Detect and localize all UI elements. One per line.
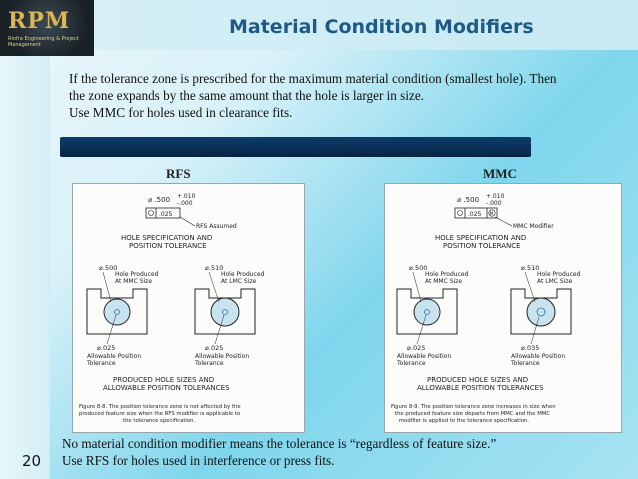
- right-tol: ⌀.035: [521, 344, 540, 352]
- hole-left: [414, 299, 440, 325]
- spec-title-line: POSITION TOLERANCE: [443, 242, 521, 250]
- tol-note: Tolerance: [511, 360, 540, 367]
- left-tol: ⌀.025: [407, 344, 426, 352]
- logo-subtitle: Rinfra Engineering & Project Management: [8, 36, 79, 48]
- modifier-note: RFS Assumed: [196, 223, 237, 230]
- sizes-title-line: PRODUCED HOLE SIZES AND: [113, 376, 215, 384]
- dim-plus: +.010: [177, 193, 196, 200]
- tol-note: Tolerance: [397, 360, 426, 367]
- dim-main: ⌀ .500: [457, 196, 480, 204]
- tol-note: Allowable Position: [397, 353, 452, 360]
- dim-plus: +.010: [486, 193, 505, 200]
- caption-line: Figure 8-9. The position tolerance zone increases in size when: [391, 404, 556, 410]
- fcf-tolerance: .025: [159, 211, 173, 218]
- divider-bar: [60, 137, 531, 157]
- page-number: 20: [22, 452, 42, 470]
- spec-title-line: HOLE SPECIFICATION AND: [435, 234, 527, 242]
- footer-line: Use RFS for holes used in interference or press fits.: [62, 453, 335, 468]
- left-note: Hole Produced: [115, 271, 159, 278]
- dim-minus: -.000: [177, 200, 193, 207]
- sizes-title-line: PRODUCED HOLE SIZES AND: [427, 376, 529, 384]
- modifier-note: MMC Modifier: [513, 223, 554, 230]
- tol-note: Allowable Position: [195, 353, 250, 360]
- rfs-figure-drawing: [73, 184, 304, 432]
- sizes-title-line: ALLOWABLE POSITION TOLERANCES: [103, 384, 230, 392]
- caption-line: Figure 8-8. The position tolerance zone is not affected by the: [79, 404, 241, 410]
- slide-title: Material Condition Modifiers: [229, 16, 534, 38]
- left-note: At MMC Size: [115, 278, 153, 285]
- left-note: Hole Produced: [425, 271, 469, 278]
- right-note: Hole Produced: [537, 271, 581, 278]
- hole-right: [527, 298, 555, 326]
- footer-text: [62, 435, 622, 469]
- right-note: At LMC Size: [537, 278, 573, 285]
- right-note: At LMC Size: [221, 278, 257, 285]
- footer-line: No material condition modifier means the tolerance is “regardless of feature size.”: [62, 436, 497, 451]
- spec-title-line: POSITION TOLERANCE: [129, 242, 207, 250]
- tol-note: Allowable Position: [87, 353, 142, 360]
- hole-right: [211, 298, 239, 326]
- mmc-label: MMC: [483, 166, 517, 181]
- fcf-tolerance: .025: [468, 211, 482, 218]
- rfs-label: RFS: [166, 166, 191, 181]
- position-symbol-icon: [149, 211, 154, 216]
- mmc-figure-drawing: [385, 184, 621, 432]
- caption-line: modifier is applied to the tolerance specification.: [399, 418, 529, 424]
- hole-left: [104, 299, 130, 325]
- tol-note: Allowable Position: [511, 353, 566, 360]
- dim-minus: -.000: [486, 200, 502, 207]
- left-size: ⌀.500: [409, 264, 428, 272]
- intro-line: If the tolerance zone is prescribed for the maximum material condition (smallest hole). Then: [69, 71, 557, 86]
- mmc-symbol-letter: M: [489, 212, 494, 217]
- sizes-title-line: ALLOWABLE POSITION TOLERANCES: [417, 384, 544, 392]
- right-note: Hole Produced: [221, 271, 265, 278]
- logo-text: RPM: [8, 8, 71, 34]
- logo: [0, 0, 94, 56]
- mmc-figure: [384, 183, 622, 433]
- rfs-figure: [72, 183, 305, 433]
- right-tol: ⌀.025: [205, 344, 224, 352]
- left-band: [0, 0, 50, 479]
- tol-note: Tolerance: [87, 360, 116, 367]
- spec-title-line: HOLE SPECIFICATION AND: [121, 234, 213, 242]
- caption-line: the tolerance specification.: [123, 418, 196, 424]
- intro-line: the zone expands by the same amount that the hole is larger in size.: [69, 88, 424, 103]
- intro-text: [69, 70, 609, 121]
- tol-note: Tolerance: [195, 360, 224, 367]
- right-size: ⌀.510: [521, 264, 540, 272]
- position-symbol-icon: [458, 211, 463, 216]
- left-size: ⌀.500: [99, 264, 118, 272]
- left-tol: ⌀.025: [97, 344, 116, 352]
- dim-main: ⌀ .500: [148, 196, 171, 204]
- caption-line: the produced feature size departs from MMC and the MMC: [395, 411, 551, 417]
- intro-line: Use MMC for holes used in clearance fits.: [69, 105, 293, 120]
- left-note: At MMC Size: [425, 278, 463, 285]
- caption-line: produced feature size when the RFS modifier is applicable to: [79, 411, 241, 417]
- right-size: ⌀.510: [205, 264, 224, 272]
